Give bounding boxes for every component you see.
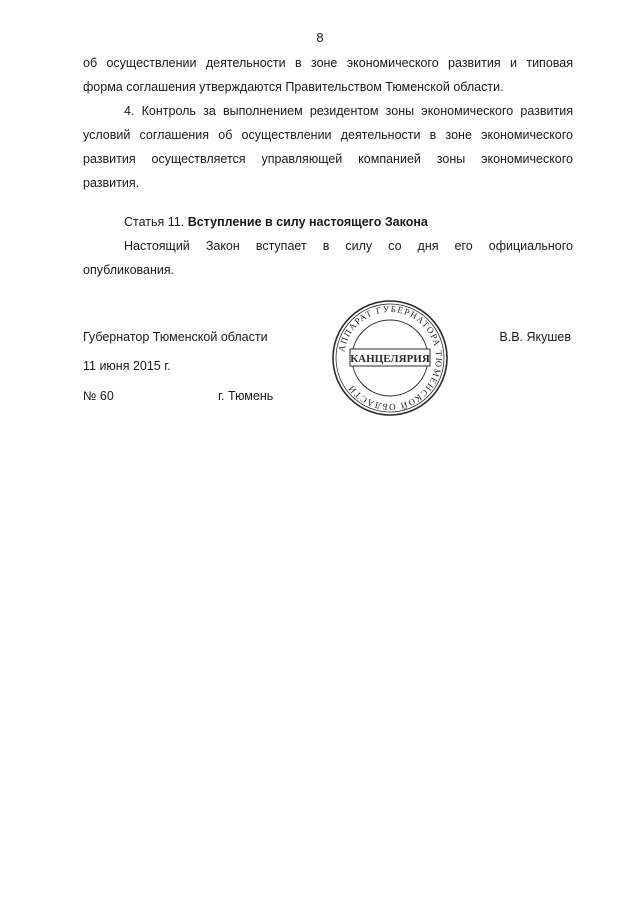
article-title: Вступление в силу настоящего Закона <box>187 215 428 229</box>
paragraph-line: условий соглашения об осуществлении деятельности в зоне экономического <box>83 128 573 142</box>
office-stamp <box>330 298 450 418</box>
stamp-center-text: КАНЦЕЛЯРИЯ <box>350 353 430 365</box>
paragraph-line: развития. <box>83 176 140 190</box>
signatory-name: В.В. Якушев <box>499 330 571 344</box>
law-number: № 60 <box>83 389 114 403</box>
article-body-line: Настоящий Закон вступает в силу со дня его официального <box>124 239 573 253</box>
article-body-line: опубликования. <box>83 263 175 277</box>
signatory-position: Губернатор Тюменской области <box>83 330 268 344</box>
article-heading <box>124 215 428 229</box>
signing-date: 11 июня 2015 г. <box>83 359 171 373</box>
article-prefix: Статья 11. <box>124 215 185 229</box>
signing-city: г. Тюмень <box>218 389 274 403</box>
stamp-ring-text: АППАРАТ ГУБЕРНАТОРА ТЮМЕНСКОЙ ОБЛАСТИ <box>336 303 445 413</box>
paragraph-line: 4. Контроль за выполнением резидентом зоны экономического развития <box>124 104 573 118</box>
paragraph-line: об осуществлении деятельности в зоне экономического развития и типовая <box>83 56 573 70</box>
paragraph-line: форма соглашения утверждаются Правительством Тюменской области. <box>83 80 504 94</box>
page-number: 8 <box>316 30 324 45</box>
paragraph-line: развития осуществляется управляющей компанией зоны экономического <box>83 152 573 166</box>
